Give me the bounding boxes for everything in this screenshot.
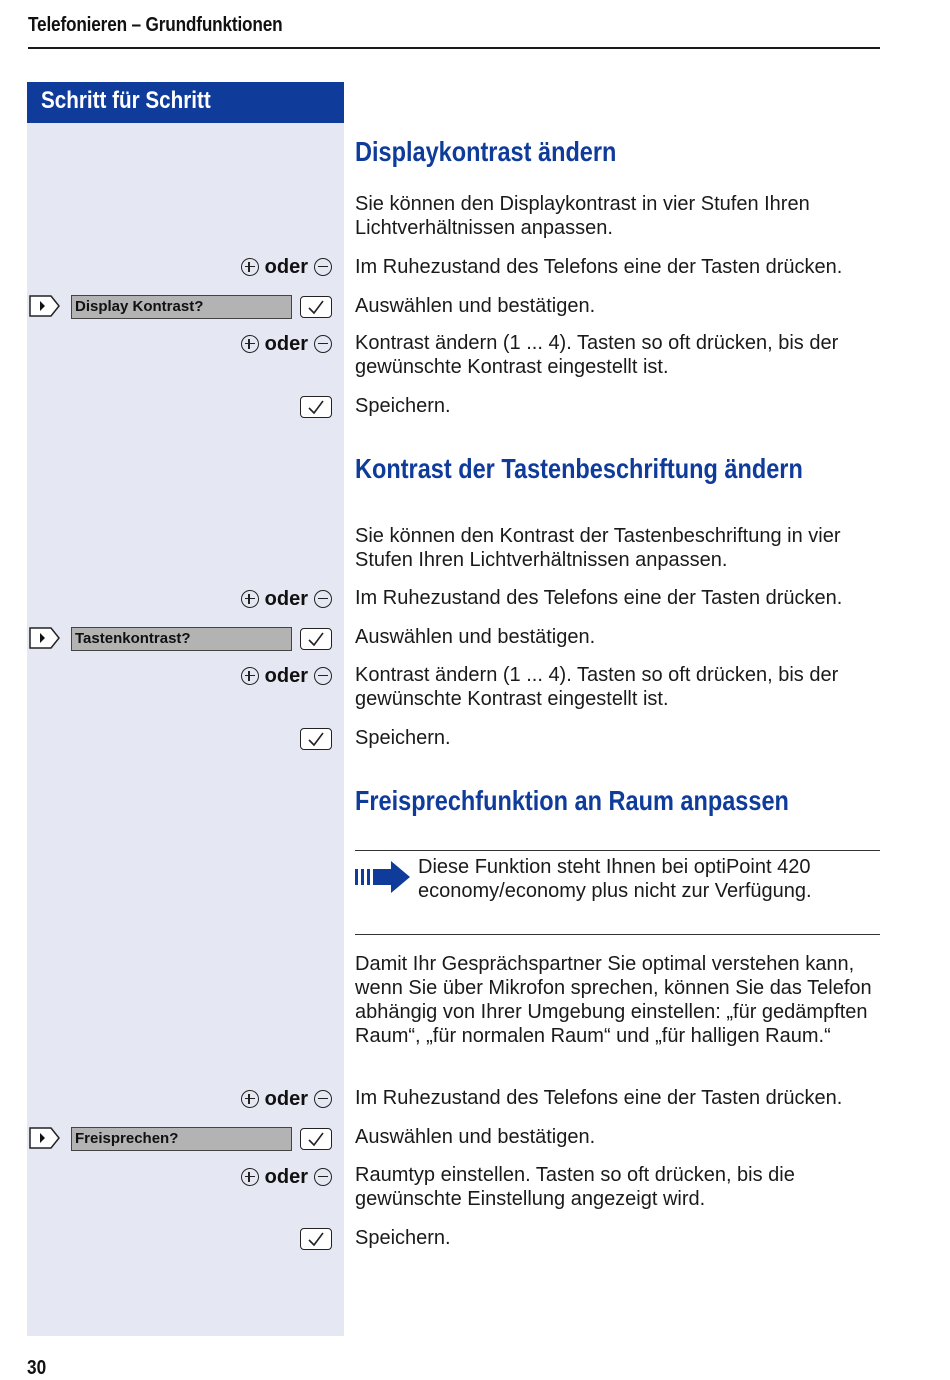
plus-key-icon [241, 258, 259, 276]
step-text: Auswählen und bestätigen. [355, 1126, 596, 1148]
note-text: Diese Funktion steht Ihnen bei optiPoint 420 economy/economy plus nicht zur Verfügung. [418, 856, 812, 902]
sidebar-title: Schritt für Schritt [41, 87, 211, 114]
ok-check-key-icon [300, 296, 332, 318]
section-intro: Sie können den Displaykontrast in vier Stufen Ihren Lichtverhältnissen anpassen. [355, 193, 810, 239]
step-text: Speichern. [355, 395, 451, 417]
section-heading-handsfree-room: Freisprechfunktion an Raum anpassen [355, 785, 789, 816]
minus-key-icon [314, 667, 332, 685]
step-text: Kontrast ändern (1 ... 4). Tasten so oft drücken, bis der gewünschte Kontrast eingestellt ist. [355, 664, 839, 710]
oder-label: oder [264, 332, 308, 355]
oder-label: oder [264, 1165, 308, 1188]
step-text: Auswählen und bestätigen. [355, 626, 596, 648]
step-text: Im Ruhezustand des Telefons eine der Tasten drücken. [355, 587, 843, 609]
plus-key-icon [241, 1090, 259, 1108]
plus-or-minus-keys [241, 1165, 332, 1189]
minus-key-icon [314, 1168, 332, 1186]
navigate-arrow-icon [29, 627, 60, 649]
oder-label: oder [264, 587, 308, 610]
display-menu-item: Display Kontrast? [71, 295, 292, 319]
note-pointer-icon [355, 859, 411, 895]
note-top-rule [355, 850, 880, 851]
plus-key-icon [241, 590, 259, 608]
section-intro: Sie können den Kontrast der Tastenbeschriftung in vier Stufen Ihren Lichtverhältnissen anpassen. [355, 525, 841, 571]
step-text: Kontrast ändern (1 ... 4). Tasten so oft drücken, bis der gewünschte Kontrast eingestellt ist. [355, 332, 839, 378]
note-bottom-rule [355, 934, 880, 935]
minus-key-icon [314, 335, 332, 353]
plus-or-minus-keys [241, 1087, 332, 1111]
step-text: Raumtyp einstellen. Tasten so oft drücken, bis die gewünschte Einstellung angezeigt wird. [355, 1164, 795, 1210]
page-number: 30 [27, 1357, 47, 1379]
ok-check-key-icon [300, 1228, 332, 1250]
plus-key-icon [241, 1168, 259, 1186]
plus-key-icon [241, 335, 259, 353]
display-menu-item: Tastenkontrast? [71, 627, 292, 651]
minus-key-icon [314, 1090, 332, 1108]
ok-check-key-icon [300, 628, 332, 650]
page-header-title: Telefonieren – Grundfunktionen [28, 14, 283, 36]
plus-or-minus-keys [241, 587, 332, 611]
minus-key-icon [314, 258, 332, 276]
plus-or-minus-keys [241, 332, 332, 356]
ok-check-key-icon [300, 728, 332, 750]
navigate-arrow-icon [29, 1127, 60, 1149]
section-heading-key-label-contrast: Kontrast der Tastenbeschriftung ändern [355, 453, 803, 484]
display-menu-item: Freisprechen? [71, 1127, 292, 1151]
step-text: Im Ruhezustand des Telefons eine der Tasten drücken. [355, 1087, 843, 1109]
plus-key-icon [241, 667, 259, 685]
step-text: Im Ruhezustand des Telefons eine der Tasten drücken. [355, 256, 843, 278]
navigate-arrow-icon [29, 295, 60, 317]
ok-check-key-icon [300, 1128, 332, 1150]
oder-label: oder [264, 255, 308, 278]
plus-or-minus-keys [241, 255, 332, 279]
oder-label: oder [264, 1087, 308, 1110]
section-intro: Damit Ihr Gesprächspartner Sie optimal verstehen kann, wenn Sie über Mikrofon sprechen, können Sie das Telefon abhängig von Ihrer Umgebung einstellen: „für gedämpften Raum“, „für normalen Raum“ und „für halligen Raum.“ [355, 953, 872, 1047]
minus-key-icon [314, 590, 332, 608]
step-text: Speichern. [355, 1227, 451, 1249]
step-text: Speichern. [355, 727, 451, 749]
header-divider [28, 47, 880, 49]
oder-label: oder [264, 664, 308, 687]
step-text: Auswählen und bestätigen. [355, 295, 596, 317]
ok-check-key-icon [300, 396, 332, 418]
section-heading-display-contrast: Displaykontrast ändern [355, 136, 617, 167]
plus-or-minus-keys [241, 664, 332, 688]
